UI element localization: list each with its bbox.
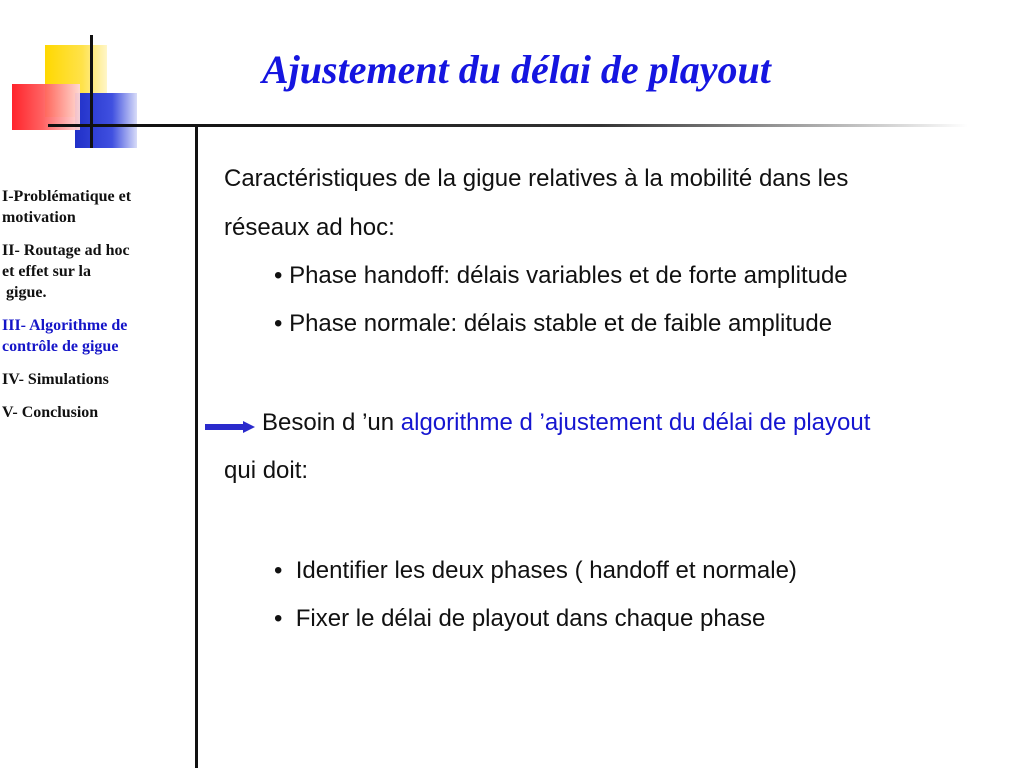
bullet-handoff: • Phase handoff: délais variables et de forte amplitude bbox=[274, 262, 848, 289]
right-arrow-icon bbox=[205, 421, 255, 433]
logo-horizontal-line bbox=[48, 124, 148, 127]
sidebar-item-conclusion[interactable] bbox=[2, 402, 192, 423]
intro-line-1: Caractéristiques de la gigue relatives à la mobilité dans les bbox=[224, 165, 849, 192]
bullet-identifier: • Identifier les deux phases ( handoff et normale) bbox=[274, 557, 797, 584]
sidebar-nav bbox=[2, 186, 192, 435]
page-title: Ajustement du délai de playout bbox=[262, 47, 771, 92]
sidebar-item-routage[interactable] bbox=[2, 240, 192, 303]
bullet-normale: • Phase normale: délais stable et de faible amplitude bbox=[274, 310, 833, 337]
sidebar-item-label: I-Problématique et bbox=[2, 188, 132, 205]
need-suffix: qui doit: bbox=[224, 457, 309, 484]
intro-line-2: réseaux ad hoc: bbox=[224, 214, 395, 241]
need-highlight: algorithme d ’ajustement du délai de playout bbox=[400, 409, 871, 436]
sidebar-item-label: IV- Simulations bbox=[2, 371, 109, 388]
sidebar-item-simulations[interactable] bbox=[2, 369, 192, 390]
need-prefix: Besoin d ’un bbox=[262, 409, 401, 436]
blue-square bbox=[75, 93, 137, 148]
bullet-fixer: • Fixer le délai de playout dans chaque phase bbox=[274, 605, 766, 632]
logo-vertical-line bbox=[90, 35, 93, 148]
sidebar-item-label: III- Algorithme de bbox=[2, 317, 128, 334]
need-line bbox=[262, 398, 870, 447]
sidebar-item-label: contrôle de gigue bbox=[2, 338, 119, 355]
sidebar-item-label: motivation bbox=[2, 209, 76, 226]
sidebar-item-algorithme[interactable] bbox=[2, 315, 192, 357]
sidebar-item-label: II- Routage ad hoc bbox=[2, 242, 130, 259]
sidebar-item-label: V- Conclusion bbox=[2, 404, 99, 421]
sidebar-item-label: et effet sur la bbox=[2, 263, 91, 280]
logo-squares bbox=[0, 0, 150, 160]
title-rule bbox=[148, 124, 968, 127]
sidebar-divider bbox=[195, 127, 198, 768]
sidebar-item-problematique[interactable] bbox=[2, 186, 192, 228]
sidebar-item-label: gigue. bbox=[2, 284, 47, 301]
